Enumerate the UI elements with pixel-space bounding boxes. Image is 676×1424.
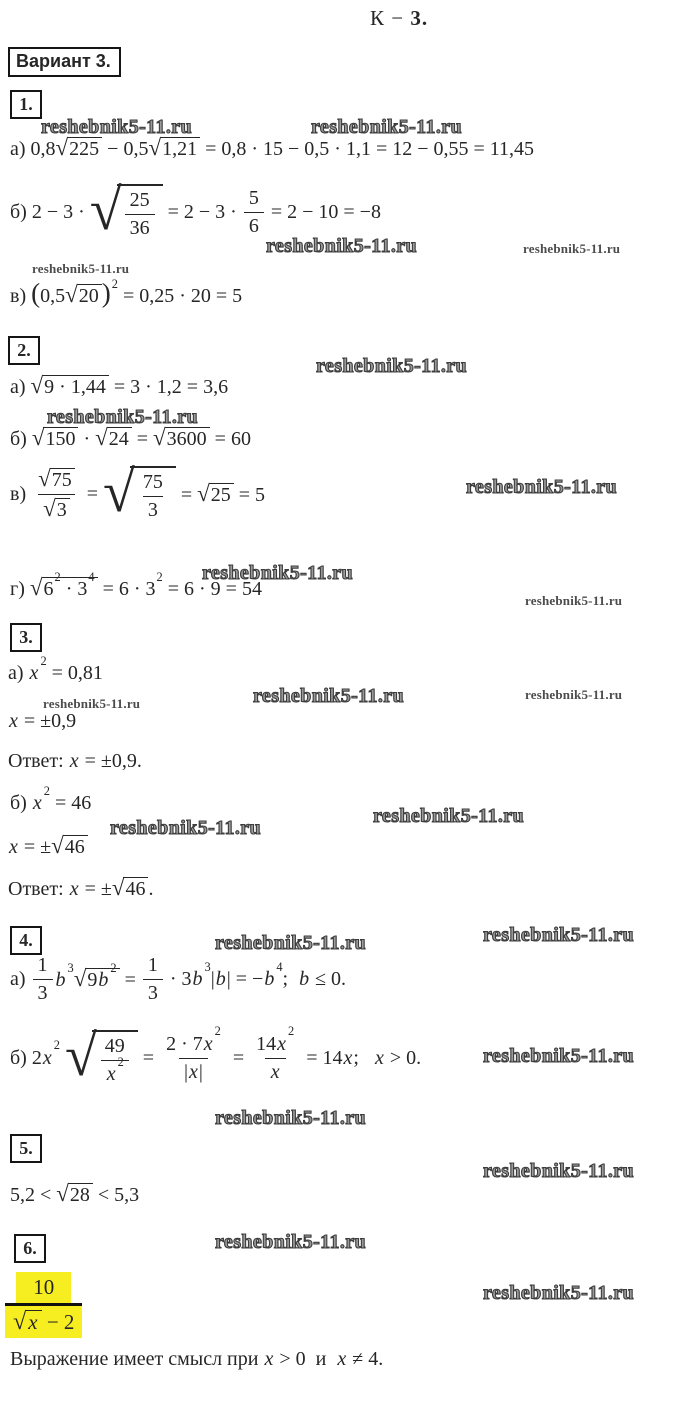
radical-sign-icon: √ [29,575,43,600]
math-text: < 5,3 [92,1184,140,1206]
exponent: 3 [67,960,74,975]
math-variable: x [277,1032,286,1055]
math-text: 1 [147,954,158,976]
math-text: а) [10,376,31,398]
math-text: б) 2 [10,1046,42,1069]
math-variable: b [55,969,66,991]
math-text: − 0,5 [102,138,149,160]
math-group [10,483,31,506]
watermark-small: reshebnik5-11.ru [525,593,623,608]
math-variable: b [98,969,109,991]
radicand [77,284,102,307]
math-variable: x [69,878,79,900]
math-text: в) [10,285,32,307]
math-text: ≠ 4. [347,1348,384,1370]
fraction-denominator [101,1054,129,1086]
exponent: 2 [40,653,47,668]
radical-sign-icon: √ [148,135,162,160]
fraction [5,1272,82,1338]
watermark-stamp: reshebnik5-11.ru [215,1107,367,1129]
math-text: Выражение имеет смысл при [10,1348,264,1370]
fraction-denominator [143,979,163,1005]
math-text: б) [10,792,32,814]
radical [56,1182,93,1206]
problem-3-equation-b [10,783,92,815]
math-text: = 3 · 1,2 = 3,6 [108,376,229,398]
math-text: = [119,969,141,991]
math-text: = [137,1046,160,1069]
math-text: ) [101,278,111,308]
math-text: · [78,428,96,450]
radical [65,283,102,307]
fraction [33,467,80,522]
math-text: 75 [51,468,72,491]
math-text: > 0 и [274,1348,337,1370]
problem-5-number-box [10,1134,42,1163]
radicand [85,960,119,991]
math-group [10,201,90,224]
watermark-small: reshebnik5-11.ru [43,696,141,711]
math-text: = 46 [49,792,92,814]
math-text: | [183,1060,188,1083]
radicand [68,1183,93,1206]
fraction [125,189,155,240]
math-text: 225 [69,138,100,160]
fraction [251,1024,299,1084]
problem-1-number: 1. [19,94,33,114]
math-text: 150 [45,428,76,450]
fraction-numerator [244,187,264,212]
math-text: = 6 · 3 [97,578,156,600]
problem-1-solution-b [10,176,381,242]
exponent: 2 [288,1024,295,1039]
exponent: 2 [156,569,163,584]
math-variable: b [215,968,226,990]
radical [73,960,120,991]
math-variable: x [42,1046,52,1069]
fraction-denominator [5,1303,82,1338]
fraction-numerator [33,467,80,494]
math-text: 1 [37,954,48,976]
problem-2-solution-b [10,426,251,451]
radicand [130,466,176,522]
radical-sign-icon: √ [31,425,45,450]
math-variable: x [189,1060,198,1083]
fraction [161,1024,226,1084]
math-text: 20 [78,285,99,307]
fraction-numerator [161,1024,226,1058]
watermark-stamp: reshebnik5-11.ru [483,1160,635,1182]
math-group [82,483,103,506]
watermark-stamp: reshebnik5-11.ru [483,1282,635,1304]
math-text: = [175,483,198,506]
radicand [92,1030,138,1086]
math-variable: x [28,1310,38,1335]
radical-sign-icon: √ [65,282,78,307]
math-variable: x [106,1063,116,1085]
math-group [228,1047,249,1070]
math-text: 9 · 1,44 [44,376,106,398]
watermark-stamp: reshebnik5-11.ru [110,817,262,839]
math-variable: x [374,1046,384,1069]
radical [148,136,200,160]
math-text: > 0. [384,1046,422,1069]
math-text: 24 [108,428,129,450]
radical [38,467,75,491]
radical [95,426,132,450]
problem-3-number-box [10,623,42,652]
radical-sign-icon: √ [111,875,125,900]
problem-6-expression-highlighted [3,1272,84,1338]
math-text: 49 [104,1035,125,1057]
math-text: Ответ: [8,878,69,900]
problem-2-solution-v [10,458,266,524]
math-text: а) [10,968,31,990]
radical [29,569,98,600]
radical [51,834,88,858]
math-text: = 2 − 3 · [162,200,242,223]
fraction-denominator [38,494,75,522]
math-text: 14 [256,1032,277,1055]
math-text: 75 [142,471,163,493]
math-text: 6 [248,214,259,237]
problem-5-number: 5. [19,1138,33,1158]
fraction-numerator [16,1272,71,1303]
radical-sign-icon: √ [95,425,108,450]
problem-4-number-box [10,926,42,955]
math-group [176,482,265,507]
problem-3-root-b [8,834,88,859]
watermark-stamp: reshebnik5-11.ru [202,562,354,584]
problem-3-answer-b [8,876,153,901]
math-text: 3 [37,982,48,1004]
radical [64,1022,138,1088]
fraction-numerator [125,189,155,214]
math-text: = [227,1046,250,1069]
fraction [143,954,163,1005]
math-text: = 5 [233,483,266,506]
radical [89,176,163,242]
math-variable: x [9,836,18,858]
watermark-stamp: reshebnik5-11.ru [316,355,468,377]
watermark-stamp: reshebnik5-11.ru [41,116,193,138]
exponent: 2 [53,1038,60,1053]
fraction-denominator [179,1058,208,1084]
math-variable: x [337,1348,347,1370]
math-text: 3 [147,982,158,1004]
fraction-denominator [265,1058,286,1084]
math-text: 5,2 < [10,1184,57,1206]
variant-label-box [8,47,121,77]
math-text: · 3 [164,968,192,990]
math-text: | [198,1060,203,1083]
watermark-stamp: reshebnik5-11.ru [47,406,199,428]
math-text: 3600 [166,428,207,450]
math-text: ; [282,968,299,990]
math-text: · 3 [60,578,88,600]
problem-6-number-box [14,1234,46,1263]
page-title-number: 3. [410,6,429,30]
radical [13,1310,42,1335]
math-text: Ответ: [8,750,69,772]
math-text: = ± [18,836,52,858]
radical-sign-icon: √ [153,425,166,450]
watermark-stamp: reshebnik5-11.ru [266,235,418,257]
radical-sign-icon: √ [30,373,44,398]
radicand [209,483,234,506]
problem-1-number-box [10,90,42,119]
radicand [55,498,70,521]
math-text: = [81,482,104,505]
math-text: = 0,81 [46,662,103,684]
watermark-stamp: reshebnik5-11.ru [215,1231,367,1253]
exponent: 2 [110,960,117,975]
math-variable: b [264,968,275,990]
radicand [25,1310,41,1335]
math-group [301,1047,421,1070]
math-text: 3 [147,499,158,521]
radical [43,497,70,521]
math-group [266,201,381,224]
radical [32,426,79,450]
radicand [165,427,210,450]
math-text: | = − [226,968,264,990]
math-text: 28 [69,1184,90,1206]
problem-2-solution-g [10,569,262,601]
math-text: 1,21 [162,138,198,160]
math-text: а) [8,662,29,684]
math-text: 0,5 [40,285,66,307]
problem-3-number: 3. [19,627,33,647]
problem-2-number: 2. [17,340,31,360]
radicand [117,184,163,240]
math-group [10,968,31,991]
math-text: 2 · 7 [166,1032,203,1055]
problem-2-number-box [8,336,40,365]
math-text: = 60 [209,428,251,450]
math-text: = [131,428,154,450]
math-text: ; [353,1046,374,1069]
math-text: = ±0,9. [79,750,142,772]
problem-4-solution-b [10,1022,422,1088]
exponent: 2 [54,569,61,584]
math-variable: x [270,1060,280,1083]
exponent: 3 [204,959,211,974]
math-text: 10 [33,1275,55,1299]
radicand [123,877,148,900]
math-text: а) 0,8 [10,138,56,160]
fraction-denominator [143,496,163,522]
math-text: ≤ 0. [310,968,347,990]
math-variable: x [264,1348,274,1370]
fraction-numerator [138,471,168,496]
math-variable: x [69,750,79,772]
math-text: в) [10,482,32,505]
radicand [42,569,98,600]
math-text: 36 [129,217,150,239]
radicand [67,137,102,160]
math-text: 46 [64,836,85,858]
math-group [138,1047,159,1070]
math-text: г) [10,578,30,600]
math-text: = 0,8 · 15 − 0,5 · 1,1 = 12 − 0,55 = 11,45 [200,138,535,160]
radicand [50,468,75,491]
math-group [163,201,242,224]
variant-label: Вариант 3. [16,51,111,71]
fraction-denominator [125,214,155,240]
math-variable: x [32,792,42,814]
watermark-stamp: reshebnik5-11.ru [373,805,525,827]
radical [153,426,210,450]
radical-sign-icon: √ [73,966,87,991]
watermark-small: reshebnik5-11.ru [523,241,621,256]
radical-sign-icon: √ [43,495,56,521]
math-text: 46 [125,878,146,900]
watermark-stamp: reshebnik5-11.ru [466,476,618,498]
math-text: | [210,968,215,990]
radical-sign-icon: √ [89,176,122,242]
exponent: 2 [111,276,118,291]
fraction [33,954,53,1005]
problem-4-number: 4. [19,930,33,950]
radical [31,374,109,398]
fraction-numerator [33,954,53,979]
problem-1-solution-a [10,136,534,161]
watermark-stamp: reshebnik5-11.ru [253,685,405,707]
math-variable: b [192,968,203,990]
radical-sign-icon: √ [51,833,64,858]
math-text: = ± [79,878,112,900]
problem-4-solution-a [10,954,346,1005]
fraction [100,1035,130,1086]
math-text: 25 [129,189,150,211]
math-variable: b [299,968,310,990]
radicand [43,427,78,450]
math-text: 6 [43,578,54,600]
exponent: 2 [117,1054,124,1069]
problem-6-number: 6. [23,1238,37,1258]
watermark-small: reshebnik5-11.ru [32,261,130,276]
math-text: = 0,25 · 20 = 5 [117,285,243,307]
radicand [160,137,200,160]
radicand [107,427,132,450]
radical [197,482,234,506]
page-title-prefix: К − [370,6,411,30]
fraction [138,471,168,522]
radical-sign-icon: √ [13,1308,27,1336]
radical-sign-icon: √ [56,1181,69,1206]
math-group [164,959,347,991]
math-variable: x [9,710,18,732]
math-text: = 14 [301,1046,343,1069]
exponent: 2 [43,783,50,798]
math-text: 25 [210,483,231,506]
watermark-stamp: reshebnik5-11.ru [483,1045,635,1067]
fraction-denominator [33,979,53,1005]
watermark-stamp: reshebnik5-11.ru [311,116,463,138]
watermark-small: reshebnik5-11.ru [525,687,623,702]
radicand [63,835,88,858]
exponent: 2 [214,1024,221,1039]
exponent: 4 [276,959,283,974]
fraction [244,187,264,238]
problem-2-solution-a [10,374,228,399]
fraction-numerator [143,954,163,979]
math-text: 9 [87,969,98,991]
problem-5-solution [10,1182,139,1207]
radical [112,876,149,900]
radical [56,136,103,160]
math-text: б) 2 − 3 · [10,200,90,223]
math-text: = ±0,9 [18,710,77,732]
fraction-numerator [251,1024,299,1058]
problem-3-root-a [8,710,76,733]
page-title [370,6,428,31]
watermark-stamp: reshebnik5-11.ru [483,924,635,946]
math-group [55,960,141,992]
math-group [10,1038,65,1070]
problem-1-solution-v [10,276,243,308]
math-variable: x [203,1032,213,1055]
math-text: 5 [248,186,259,209]
math-text: = 6 · 9 = 54 [162,578,262,600]
problem-6-conclusion [10,1348,383,1371]
math-variable: x [29,662,39,684]
radical-sign-icon: √ [38,465,51,491]
radical-sign-icon: √ [103,458,135,524]
math-variable: x [343,1046,353,1069]
radical-sign-icon: √ [197,480,210,506]
math-text: − 2 [41,1310,75,1335]
math-text: = 2 − 10 = −8 [265,200,381,223]
radical-sign-icon: √ [55,135,69,160]
radical-sign-icon: √ [64,1022,97,1088]
math-text: . [148,878,154,900]
math-text: ( [31,278,41,308]
problem-3-answer-a [8,750,142,773]
math-text: 3 [56,498,67,521]
radicand [42,375,109,398]
watermark-stamp: reshebnik5-11.ru [215,932,367,954]
exponent: 4 [88,569,95,584]
math-text: б) [10,428,32,450]
fraction-numerator [100,1035,130,1060]
radical [103,458,176,524]
fraction-denominator [244,212,264,238]
problem-3-equation-a [8,653,103,685]
